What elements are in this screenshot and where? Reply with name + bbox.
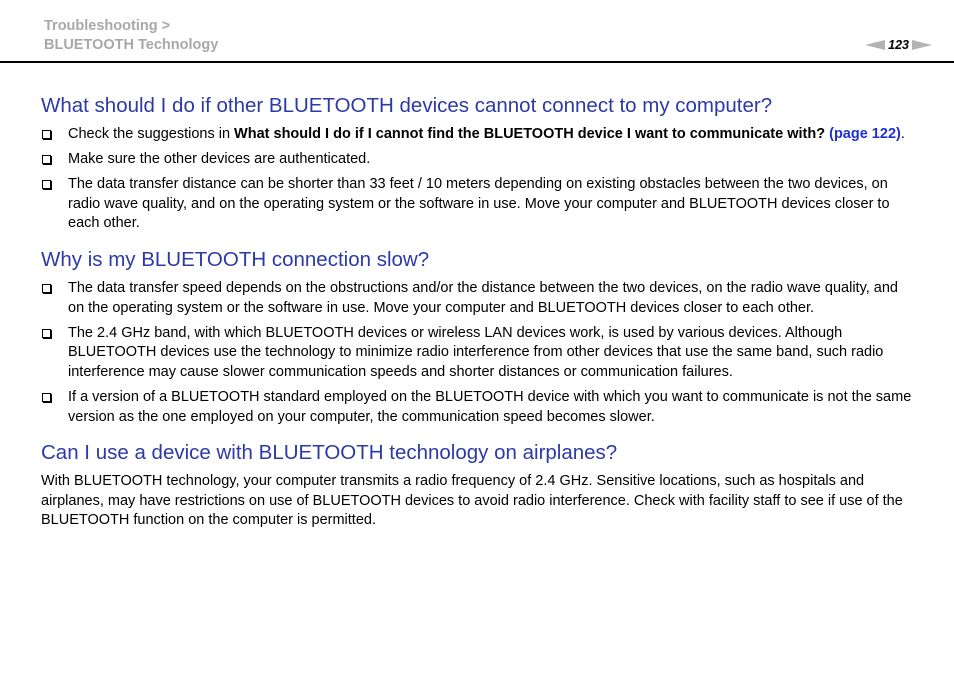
breadcrumb-parent[interactable]: Troubleshooting > [44, 18, 171, 34]
section-other-devices-cannot-connect [41, 93, 913, 234]
list-item-text: Check the suggestions in [68, 126, 235, 142]
list-item-text: Make sure the other devices are authenticated. [68, 151, 371, 168]
page-header [0, 0, 954, 63]
checkbox-bullet-icon [42, 155, 51, 164]
checkbox-bullet-icon [42, 180, 51, 189]
list-item-text: The 2.4 GHz band, with which BLUETOOTH devices or wireless LAN devices work, is used by various devices. Although BLUETOOTH devices use the technology to minimize radio interference from other devices that use the same band, such radio interference may cause slower communication speeds and shorter distances or communication failures. [68, 324, 884, 380]
previous-page-arrow-icon[interactable] [865, 40, 885, 50]
suggestion-list [41, 279, 913, 427]
page-number: 123 [888, 38, 909, 52]
list-item [41, 324, 913, 383]
section-heading: Why is my BLUETOOTH connection slow? [41, 247, 430, 271]
list-item-text: If a version of a BLUETOOTH standard employed on the BLUETOOTH device with which you want to communicate is not the same version as the one employed on your computer, the communication speed becomes slower. [68, 388, 912, 425]
page-content [41, 93, 913, 544]
section-heading: What should I do if other BLUETOOTH devices cannot connect to my computer? [41, 94, 773, 117]
page-reference-link[interactable]: (page 122) [829, 126, 901, 142]
page-navigation [865, 37, 932, 53]
checkbox-bullet-icon [42, 284, 51, 293]
list-item [41, 175, 913, 234]
section-paragraph: With BLUETOOTH technology, your computer transmits a radio frequency of 2.4 GHz. Sensitive locations, such as hospitals and airplanes, may have restrictions on use of BLUETOOTH devices to avoid radio interference. Check with facility staff to see if use of the BLUETOOTH function on the computer is permitted. [41, 473, 903, 529]
checkbox-bullet-icon [42, 329, 51, 338]
section-airplanes [41, 440, 913, 531]
list-item-text: The data transfer distance can be shorter than 33 feet / 10 meters depending on existing obstacles between the two devices, on radio wave quality, and on the operating system or the software in use. Move your computer and BLUETOOTH devices closer to each other. [68, 176, 890, 232]
suggestion-list [41, 125, 913, 234]
referenced-question: What should I do if I cannot find the BLUETOOTH device I want to communicate with? [234, 126, 826, 142]
checkbox-bullet-icon [42, 393, 51, 402]
list-item [41, 150, 913, 170]
list-item [41, 388, 913, 427]
list-item-text: The data transfer speed depends on the obstructions and/or the distance between the two devices, on the radio wave quality, and on the operating system or the software in use. Move your computer and BLUETOOTH devices closer to each other. [68, 279, 898, 316]
section-heading: Can I use a device with BLUETOOTH technology on airplanes? [41, 441, 618, 465]
list-item [41, 279, 913, 318]
section-connection-slow [41, 247, 913, 427]
next-page-arrow-icon[interactable] [912, 40, 932, 50]
list-item [41, 125, 913, 145]
checkbox-bullet-icon [42, 130, 51, 139]
breadcrumb-current[interactable]: BLUETOOTH Technology [44, 37, 219, 53]
breadcrumb [44, 17, 218, 55]
list-item-suffix: . [900, 126, 905, 142]
